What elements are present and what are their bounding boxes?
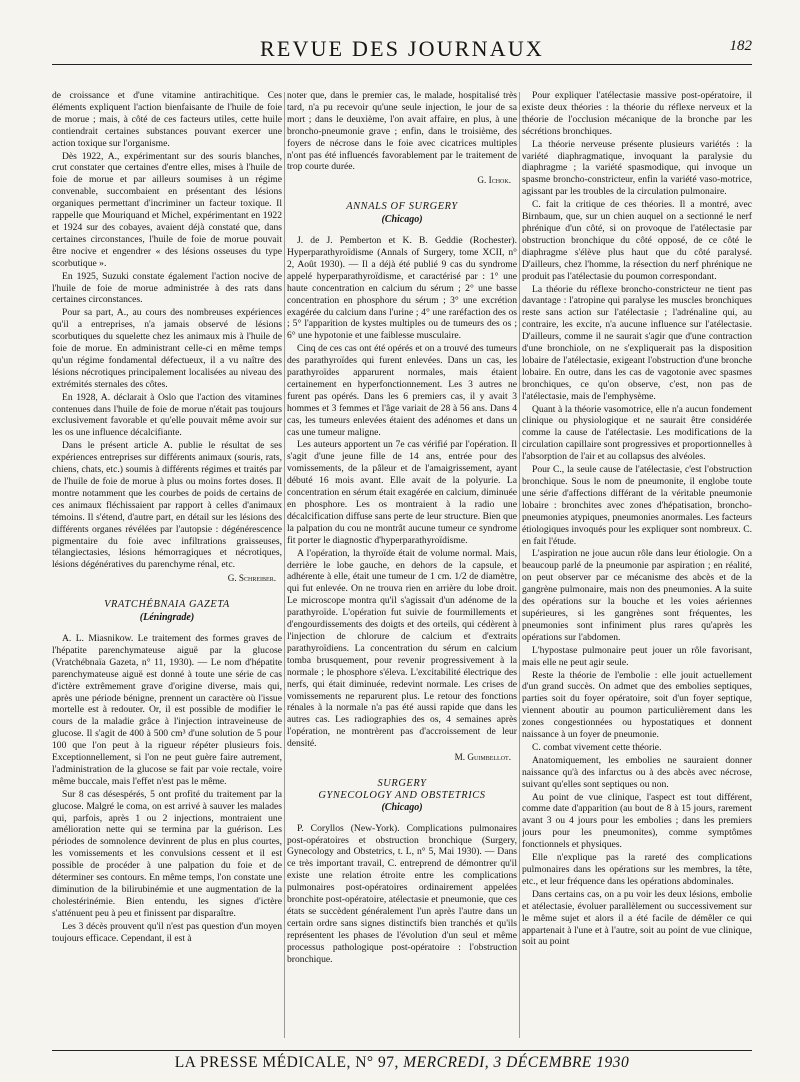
journal-city: (Chicago) xyxy=(381,801,423,813)
paragraph: C. fait la critique de ces théories. Il a montré, avec Birnbaum, que, sur un chien auquel on a sectionné le nerf phrénique d'un côté, si on provoque de l'atélectasie par obstruction bronchique du côté opposé, de ce côté le diaphragme s'élève plus haut que du côté paralysé. D'ailleurs, chez l'homme, la résection du nerf phrénique ne produit pas l'atélectasie du poumon correspondant. xyxy=(522,199,752,282)
author-signature: G. Ichok. xyxy=(477,175,511,186)
paragraph: J. de J. Pemberton et K. B. Geddie (Rochester). Hyperparathyroïdisme (Annals of Surgery, tome XCII, n° 2, Août 1930). — Il a déjà été publié 9 cas du syndrome appelé hyperparathyroïdisme, et caractérisé par : 1° une haute concentration en calcium du sérum ; 2° une basse concentration en phosphore du sérum ; 3° une excrétion exagérée du calcium dans l'urine ; 4° une raréfaction des os ; 5° l'apparition de kystes multiples ou de tumeurs des os ; 6° une hypotonie et une faiblesse musculaire. xyxy=(287,235,517,342)
paragraph: Les 3 décès prouvent qu'il n'est pas question d'un moyen toujours efficace. Cependant, il est à xyxy=(52,920,282,944)
paragraph: Reste la théorie de l'embolie : elle jouit actuellement d'un grand succès. On admet que des embolies septiques, parties soit du foyer opératoire, soit d'un foyer septique, viennent aboutir au poumon particulièrement dans les zones congestionnées ou hypostatiques et donnent naissance à un foyer de pneumonie. xyxy=(522,669,752,741)
author-signature: G. Schreiber. xyxy=(227,573,276,584)
footer-date: MERCREDI, 3 DÉCEMBRE 1930 xyxy=(403,1054,630,1071)
footer-journal: LA PRESSE MÉDICALE, N° 97, xyxy=(174,1054,399,1071)
journal-city: (Chicago) xyxy=(381,214,423,226)
paragraph: A. L. Miasnikow. Le traitement des formes graves de l'hépatite parenchymateuse aiguë par la glucose (Vratchébnaïa Gazeta, n° 11, 1930). — Le nom d'hépatite parenchymateuse aiguë est donné à toute une série de cas d'ictère extrêmement grave d'origine diverse, mais qui, après une période bénigne, prennent un caractère où l'issue mortelle est à redouter. Or, il est possible de modifier le cours de la maladie grâce à l'injection intraveineuse de glucose. Il s'agit de 400 à 500 cm³ d'une solution de 5 pour 100 que l'on peut à la rigueur répéter plusieurs fois. Exceptionnellement, si l'on ne peut guère faire autrement, l'administration de la glucose se fait par voie rectale, voire même buccale, mais l'effet n'est pas le même. xyxy=(52,632,282,787)
paragraph: Cinq de ces cas ont été opérés et on a trouvé des tumeurs des parathyroïdes qui furent enlevées. Dans un cas, les parathyroïdes apparurent normales, mais étaient certainement en hyperfonctionnement. Les 3 autres ne furent pas opérés. Dans les 6 premiers cas, il y avait 3 hommes et 3 femmes et l'âge variait de 28 à 56 ans. Dans 4 cas, les tumeurs enlevées étaient des adénomes et dans un cas une tumeur maligne. xyxy=(287,343,517,438)
paragraph: Anatomiquement, les embolies ne sauraient donner naissance qu'à des infarctus ou à des abcès avec nécrose, suivant qu'elles sont septiques ou non. xyxy=(522,754,752,790)
column-right xyxy=(522,90,752,1040)
page-title: REVUE DES JOURNAUX xyxy=(259,36,545,61)
journal-heading: VRATCHÉBNAIA GAZETA xyxy=(104,599,230,611)
paragraph: Les auteurs apportent un 7e cas vérifié par l'opération. Il s'agit d'une jeune fille de 14 ans, entrée pour des vomissements, de la pâleur et de l'amaigrissement, ayant débuté 16 mois avant. Elle avait de la polyurie. La concentration en sérum était exagérée en calcium, diminuée en phosphore. Les os montraient à la radio une décalcification diffuse sans perte de leur structure. Bien que la palpation du cou ne montrât aucune tumeur ce syndrome fit porter le diagnostic d'hyperparathyroïdisme. xyxy=(287,439,517,546)
page-footer xyxy=(52,1050,752,1078)
page-header xyxy=(52,30,752,65)
paragraph: En 1925, Suzuki constate également l'action nocive de l'huile de foie de morue administrée à des rats dans certaines circonstances. xyxy=(52,270,282,306)
journal-heading: SURGERY xyxy=(377,777,427,789)
paragraph: Dans certains cas, on a pu voir les deux lésions, embolie et atélectasie, évoluer parallèlement ou successivement sur le même sujet et alors il a été facile de démêler ce qui appartenait à l'une et à l'autre, soit au point de vue clinique, soit au point xyxy=(522,888,752,948)
paragraph: P. Coryllos (New-York). Complications pulmonaires post-opératoires et obstruction bronchique (Surgery, Gynecology and Obstetrics, t. L, n° 5, Mai 1930). — Dans ce très important travail, C. entreprend de démontrer qu'il existe une relation étroite entre les complications pulmonaires post-opératoires ordinairement appelées bronchite post-opératoire, atélectasie et pneumonie, que ces états se succèdent généralement l'un après l'autre dans un certain ordre sans signes distinctifs bien tranchés et qu'ils représentent les phases de l'évolution d'un seul et même processus pathologique post-opératoire : l'obstruction bronchique. xyxy=(287,822,517,965)
paragraph: Pour sa part, A., au cours des nombreuses expériences qu'il a entreprises, n'a jamais observé de lésions scorbutiques du squelette chez les animaux mis à l'huile de foie de morue. En administrant celle-ci en même temps qu'un régime fondamental défectueux, il a vu naître des lésions nécrotiques principalement localisées au niveau des extrémités sternales des côtes. xyxy=(52,307,282,390)
column-middle xyxy=(287,90,517,1040)
paragraph: noter que, dans le premier cas, le malade, hospitalisé très tard, n'a pu recevoir qu'une seule injection, le jour de sa mort ; dans le deuxième, l'on avait affaire, en plus, à une broncho-pneumonie grave ; enfin, dans le troisième, des foyers de nécrose dans le foie avec cicatrices multiples n'ont pas été influencés favorablement par le traitement de trop courte durée. xyxy=(287,90,517,173)
page-number: 182 xyxy=(729,38,752,54)
paragraph: Dès 1922, A., expérimentant sur des souris blanches, crut constater que certaines d'entre elles, mises à l'huile de foie de morue et par ailleurs soumises à un régime convenable, succombaient en présentant des lésions organiques permettant d'incriminer un facteur toxique. Il rappelle que Mouriquand et Michel, expérimentant en 1922 et 1924 sur des cobayes, avaient déjà constaté que, dans certaines circonstances, l'huile de foie de morue pouvait être nocive et engendrer « des lésions osseuses du type scorbutique ». xyxy=(52,150,282,269)
article-columns xyxy=(52,90,752,1040)
paragraph: Au point de vue clinique, l'aspect est tout différent, comme date d'apparition (au bout de 8 à 15 jours, rarement avant 3 ou 4 jours pour les embolies ; dans les premiers jours pour les pneumonites), comme symptômes fonctionnels et physiques. xyxy=(522,791,752,851)
paragraph: A l'opération, la thyroïde était de volume normal. Mais, derrière le lobe gauche, en dehors de la capsule, et adhérente à elle, était une tumeur de 1 cm. 1/2 de diamètre, qui fut enlevée. On ne trouva rien en arrière du lobe droit. Le microscope montra qu'il s'agissait d'un adénome de la parathyroïde. L'opération fut suivie de fourmillements et d'engourdissements des doigts et des orteils, qui cédèrent à l'injection de chlorure de calcium et d'extraits parathyroïdiens. La concentration du sérum en calcium tomba brusquement, pour revenir progressivement à la normale ; le phosphore s'éleva. L'excitabilité électrique des nerfs, qui était diminuée, redevint normale. Les crises de vomissements ne reparurent plus. Le retour des fonctions rénales à la normale n'a pas été aussi rapide que dans les autres cas. Les radiographies des os, 4 semaines après l'opération, ne montrèrent pas d'accroissement de leur densité. xyxy=(287,547,517,750)
paragraph: Quant à la théorie vasomotrice, elle n'a aucun fondement clinique ou physiologique et ne saurait être considérée comme la cause de l'atélectasie. Les modifications de la circulation capillaire sont progressives et proportionnelles à l'absorption de l'air et au collapsus des alvéoles. xyxy=(522,403,752,463)
paragraph: C. combat vivement cette théorie. xyxy=(532,741,662,753)
column-left xyxy=(52,90,282,1040)
paragraph: Sur 8 cas désespérés, 5 ont profité du traitement par la glucose. Malgré le coma, on est arrivé à sauver les malades qui, parfois, après 1 ou 2 injections, montraient une amélioration nette qui se termina par la guérison. Les périodes de somnolence devinrent de plus en plus courtes, les vomissements et les convulsions cessent et il est possible de procéder à une palpation du foie et de déterminer ses contours. En même temps, l'on constate une diminution de la bilirubinémie et une augmentation de la cholestérinémie. Bien entendu, les signes d'ictère s'atténuent peu à peu et finissent par disparaître. xyxy=(52,788,282,919)
journal-heading: GYNECOLOGY AND OBSTETRICS xyxy=(318,789,486,801)
paragraph: En 1928, A. déclarait à Oslo que l'action des vitamines contenues dans l'huile de foie de morue n'était pas toujours exclusivement favorable et qu'elle pouvait même avoir sur les os une influence décalcifiante. xyxy=(52,391,282,439)
author-signature: M. Guimbellot. xyxy=(454,752,511,763)
paragraph: La théorie nerveuse présente plusieurs variétés : la variété diaphragmatique, invoquant la paralysie du diaphragme ; la variété spasmodique, qui invoque un spasme broncho-constricteur, enfin la variété vaso-motrice, agissant par les troubles de la circulation pulmonaire. xyxy=(522,138,752,198)
journal-city: (Léningrade) xyxy=(139,612,195,624)
paragraph: de croissance et d'une vitamine antirachitique. Ces éléments expliquent l'action bienfaisante de l'huile de foie de morue ; mais, à côté de ces facteurs utiles, cette huile contiendrait certaines substances pouvant exercer une action toxique sur l'organisme. xyxy=(52,90,282,149)
paragraph: L'aspiration ne joue aucun rôle dans leur étiologie. On a beaucoup parlé de la pneumonie par aspiration ; en réalité, on peut observer par ce mécanisme des abcès et de la gangrène pulmonaire, mais non des pneumonies. A la suite des opérations sur la bouche et les voies aériennes supérieures, si les gangrènes sont fréquentes, les pneumonies sont infiniment plus rares qu'après les opérations sur l'abdomen. xyxy=(522,548,752,643)
paragraph: Pour expliquer l'atélectasie massive post-opératoire, il existe deux théories : la théorie du réflexe nerveux et la théorie de l'occlusion mécanique de la bronche par les sécrétions bronchiques. xyxy=(522,90,752,137)
paragraph: L'hypostase pulmonaire peut jouer un rôle favorisant, mais elle ne peut agir seule. xyxy=(522,644,752,668)
paragraph: Elle n'explique pas la rareté des complications pulmonaires dans les opérations sur les membres, la tête, etc., et leur fréquence dans les opérations abdominales. xyxy=(522,852,752,887)
journal-heading: ANNALS OF SURGERY xyxy=(346,201,458,213)
paragraph: Pour C., la seule cause de l'atélectasie, c'est l'obstruction bronchique. Sous le nom de pneumonite, il englobe toute une série d'affections différant de la véritable pneumonie lobaire : bronchites avec zones d'hépatisation, broncho-pneumonies atypiques, pneumonies anormales. Les facteurs étiologiques invoqués pour les expliquer sont nombreux. C. en fait l'étude. xyxy=(522,464,752,547)
paragraph: Dans le présent article A. publie le résultat de ses expériences entreprises sur différents animaux (souris, rats, chiens, chats, etc.) soumis à différents régimes et traités par de l'huile de foie de morue à plus ou moins fortes doses. Il montre notamment que les courbes de poids de certains de ces animaux fléchissaient par rapport à celles d'animaux témoins. Il s'étend, d'autre part, en détail sur les lésions des différents organes révélées par l'autopsie : dégénérescence pigmentaire du foie avec infiltrations graisseuses, télangiectasies, lésions hémorragiques et nécrotiques, lésions dégénératives du parenchyme rénal, etc. xyxy=(52,440,282,571)
paragraph: La théorie du réflexe broncho-constricteur ne tient pas davantage : l'atropine qui paralyse les muscles bronchiques reste sans action sur l'atélectasie ; l'adrénaline qui, au contraire, les excite, n'a aucune influence sur l'atélectasie. D'ailleurs, comme il ne saurait s'agir que d'une contraction d'une bronchiole, on ne s'expliquerait pas la disposition lobaire de l'atélectasie, exigeant l'obstruction d'une bronche lobaire. En outre, dans les cas de vagotonie avec spasmes bronchiques, ce qu'on observe, c'est, non pas de l'atélectasie, mais de l'emphysème. xyxy=(522,283,752,402)
